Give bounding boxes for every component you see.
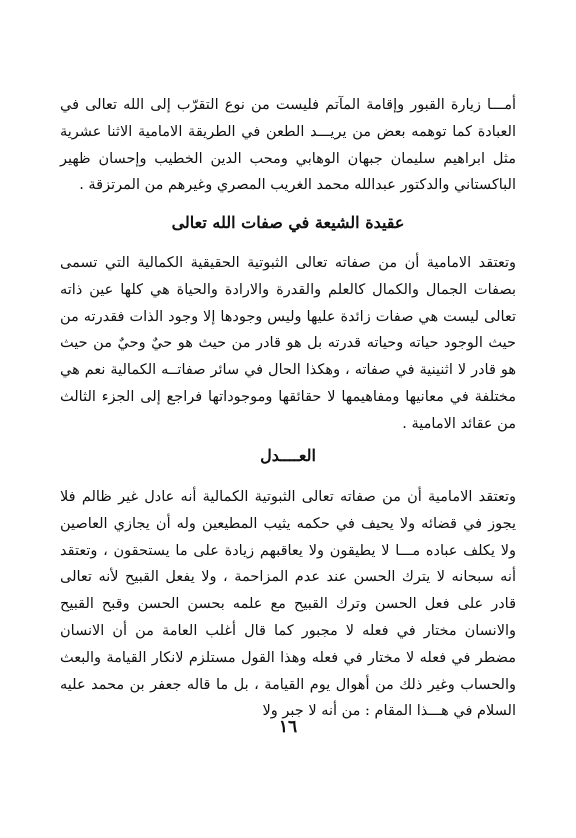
section-heading-justice: العــــدل bbox=[260, 446, 316, 465]
section-heading-attributes: عقيدة الشيعة في صفات الله تعالى bbox=[171, 213, 405, 232]
paragraph-visiting-graves: أمـــا زيارة القبور وإقامة المآتم فليست من نوع التقرّب إلى الله تعالى في العبادة كما توهمه بعض من يريـــد الطعن في الطريقة الامامية الاثنا عشرية مثل ابراهيم سليمان جبهان الوهابي ومحب الدين الخطيب وإحسان ظهير الباكستاني والدكتور عبدالله محمد الغريب المصري وغيرهم من المرتزقة . bbox=[60, 97, 516, 194]
paragraph-divine-attributes: وتعتقد الامامية أن من صفاته تعالى الثبوتية الحقيقية الكمالية التي تسمى بصفات الجمال والكمال كالعلم والقدرة والارادة والحياة هي كلها عين ذاته تعالى ليست هي صفات زائدة عليها وليس وجودها إلا وجود الذات فقدرته من حيث الوجود حياته وحياته قدرته بل هو قادر من حيث هو حيٌ وحيٌ من حيث هو قادر لا اثنينية في صفاته ، وهكذا الحال في سائر صفاتــه الكمالية نعم هي مختلفة في معانيها ومفاهيمها لا حقائقها وموجوداتها فراجع إلى الجزء الثالث من عقائد الامامية . bbox=[60, 255, 516, 432]
paragraph-divine-justice: وتعتقد الامامية أن من صفاته تعالى الثبوتية الكمالية أنه عادل غير ظالم فلا يجوز في قضائه ولا يحيف في حكمه يثيب المطيعين وله أن يجازي العاصين ولا يكلف عباده مـــا لا يطيقون ولا يعاقبهم زيادة على ما يستحقون ، وتعتقد أنه سبحانه لا يترك الحسن عند عدم المزاحمة ، ولا يفعل القبيح لأنه تعالى قادر على فعل الحسن وترك القبيح مع علمه بحسن الحسن وقبح القبيح والانسان مختار في فعله لا مجبور كما قال أغلب العامة من أن الانسان مضطر في فعله لا مختار في فعله وهذا القول مستلزم لانكار القيامة والبعث والحساب وغير ذلك من أهوال يوم القيامة ، بل ما قاله جعفر بن محمد عليه السلام في هـــذا المقام : من أنه لا جبر ولا bbox=[60, 489, 516, 720]
page-number: ١٦ bbox=[278, 717, 298, 737]
